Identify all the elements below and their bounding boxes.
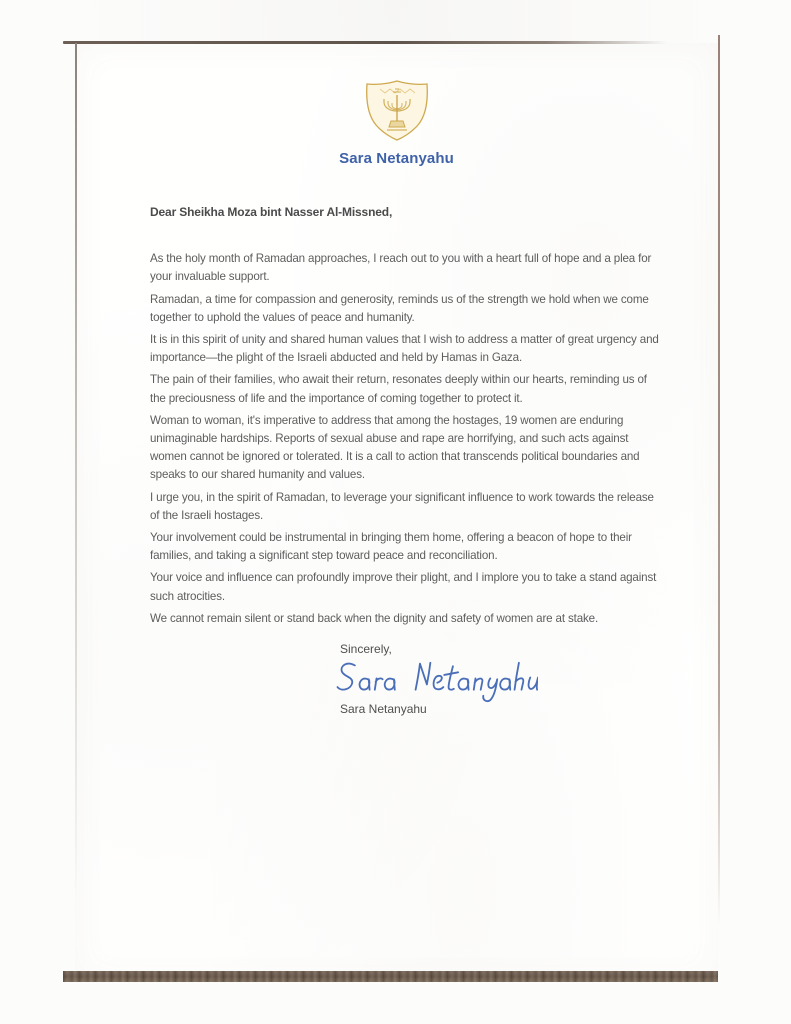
scan-page <box>75 43 718 982</box>
body-paragraph: Ramadan, a time for compassion and generosity, reminds us of the strength we hold when we come together to uphold the values of peace and humanity. <box>150 292 649 324</box>
page-top-edge <box>63 41 667 44</box>
body-paragraph: I urge you, in the spirit of Ramadan, to leverage your significant influence to work towards the release of the Israeli hostages. <box>150 490 654 522</box>
body-paragraph: Your involvement could be instrumental in bringing them home, offering a beacon of hope to their families, and taking a significant step toward peace and reconciliation. <box>150 531 632 563</box>
handwritten-signature <box>334 658 538 704</box>
body-paragraph: As the holy month of Ramadan approaches, I reach out to you with a heart full of hope and a plea for your invaluable support. <box>150 252 652 284</box>
sender-name: Sara Netanyahu <box>339 150 454 167</box>
body-paragraph: The pain of their families, who await their return, resonates deeply within our hearts, reminding us of the preciousness of life and the importance of coming together to protect it. <box>150 373 647 405</box>
body-paragraph: Your voice and influence can profoundly improve their plight, and I implore you to take a stand against such atrocities. <box>150 571 657 603</box>
sincerely-line: Sincerely, <box>340 642 392 656</box>
body-paragraph: We cannot remain silent or stand back when the dignity and safety of women are at stake. <box>150 611 599 625</box>
typed-signature-name: Sara Netanyahu <box>340 702 427 716</box>
page-left-edge <box>75 43 77 907</box>
body-paragraph: It is in this spirit of unity and shared human values that I wish to address a matter of great urgency and importance—the plight of the Israeli abducted and held by Hamas in Gaza. <box>150 333 659 365</box>
letter-body <box>150 203 662 632</box>
recipient-line: Dear Sheikha Moza bint Nasser Al-Missned, <box>150 205 393 219</box>
israel-state-emblem-icon <box>357 78 437 142</box>
page-right-edge <box>718 35 720 925</box>
letterhead <box>75 78 718 167</box>
closing-block <box>338 642 538 716</box>
desk-edge-strip <box>63 971 718 982</box>
body-paragraph: Woman to woman, it's imperative to address that among the hostages, 19 women are enduring unimaginable hardships. Reports of sexual abuse and rape are horrifying, and such acts against women cannot be ignored or tolerated. It is a call to action that transcends political boundaries and speaks to our shared humanity and values. <box>150 413 640 482</box>
